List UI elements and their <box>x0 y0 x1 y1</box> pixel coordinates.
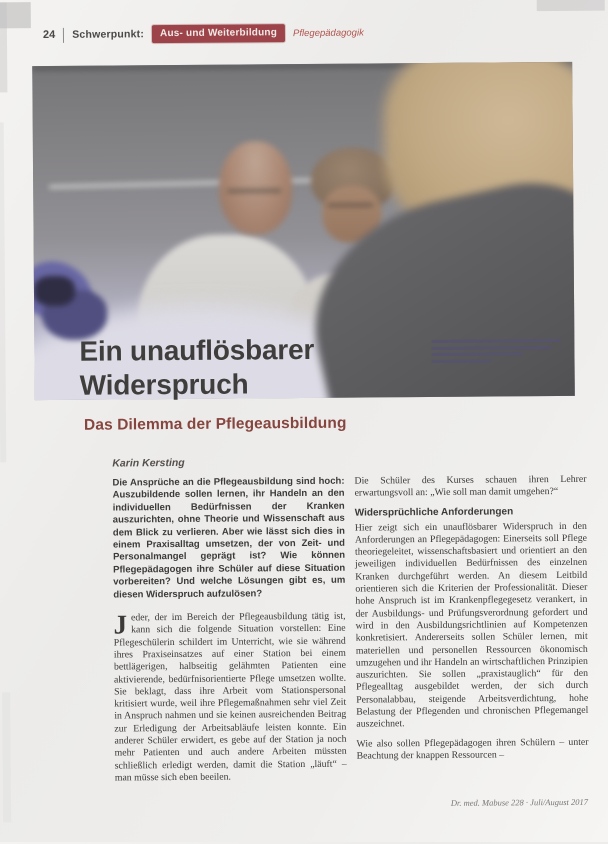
column-left <box>112 476 346 792</box>
drop-cap: J <box>113 609 128 640</box>
lead-paragraph: Die Schüler des Kurses schauen ihren Lehrer erwartungsvoll an: „Wie soll man damit umgehen?“ <box>354 473 587 499</box>
photo-caption-line <box>431 353 522 357</box>
photo-caption-line <box>431 359 491 362</box>
body-paragraph <box>113 611 346 785</box>
body-text: eder, der im Bereich der Pflegeausbildung tätig ist, kann sich die folgende Situation vorstellen: Eine Pflegeschülerin schildert im Unterricht, wie sie während ihres Praxiseinsatzes auf einer Station bei einem bettlägerigen, halbseitig gelähmten Patienten eine aktivierende, bedürfnisorientierte Pflege umsetzen wollte. Sie beklagt, dass ihre Arbeit vom Stationspersonal kritisiert wurde, weil ihre Pflegemaßnahmen sehr viel Zeit in Anspruch nahmen und sie keinen ausreichenden Beitrag zur Erledigung der Arbeitsabläufe leisten konnte. Ein anderer Schüler erwidert, es gebe auf der Station ja noch mehr Patienten und auch andere Arbeiten müssten schließlich erledigt werden, damit die Station „läuft“ – man müsse sich eben beeilen. <box>113 610 347 784</box>
photo-figure-left-head <box>219 141 293 235</box>
page-number: 24 <box>42 28 56 42</box>
header-divider <box>63 27 64 42</box>
photo-caption <box>431 339 561 366</box>
article-body <box>112 474 588 792</box>
article-title: Ein unauflösbarer Widerspruch <box>79 333 315 401</box>
scan-artifact <box>0 122 6 462</box>
section-subtopic: Pflegepädagogik <box>292 27 364 39</box>
journal-footer: Dr. med. Mabuse 228 · Juli/August 2017 <box>450 796 589 808</box>
page-header <box>43 24 364 45</box>
section-label: Schwerpunkt: <box>72 28 145 41</box>
photo-instrument <box>34 276 75 306</box>
photo-caption-line <box>431 339 561 343</box>
section-heading: Widersprüchliche Anforderungen <box>354 505 514 519</box>
column-right <box>354 474 588 790</box>
photo-caption-line <box>431 346 550 350</box>
scan-artifact <box>0 2 7 92</box>
section-badge: Aus- und Weiterbildung <box>152 24 285 43</box>
intro-paragraph: Die Ansprüche an die Pflegeausbildung sind hoch: Auszubildende sollen lernen, ihr Handeln an den individuellen Bedürfnissen der Kranken auszurichten, ohne Theorie und Wissenschaft aus dem Blick zu verlieren. Aber wie lässt sich dies in einem Praxisalltag umsetzen, der von Zeit- und Personalmangel geprägt ist? Wie können Pflegepädagogen ihre Schüler auf diese Situation vorbereiten? Und welche Lösungen gibt es, um diesen Widerspruch aufzulösen? <box>112 475 346 601</box>
article-subtitle: Das Dilemma der Pflegeausbildung <box>83 414 347 434</box>
scan-artifact <box>537 0 605 11</box>
scan-artifact <box>0 2 31 28</box>
closing-paragraph: Wie also sollen Pflegepädagogen ihren Schülern – unter Beachtung der knappen Ressourcen – <box>356 736 589 762</box>
author-name: Karin Kersting <box>112 456 185 470</box>
scan-artifact <box>2 692 11 822</box>
body-paragraph: Hier zeigt sich ein unauflösbarer Widerspruch in den Anforderungen an Pflegepädagogen: Einerseits soll Pflege theoriegeleitet, wissenschaftsbasiert und orientiert an den jeweiligen individuellen Bedürfnissen des einzelnen Kranken durchgeführt werden. An diesem Leitbild orientieren sich die Kriterien der Professionalität. Dieser hohe Anspruch ist im Krankenpflegegesetz verankert, in der Ausbildungs- und Prüfungsverordnung gefordert und wird in den Ausbildungsrichtlinien auf Kompetenzen konkretisiert. Andererseits sollen Schüler lernen, mit materiellen und personellen Ressourcen ökonomisch umzugehen und ihr Handeln an wirtschaftlichen Prinzipien auszurichten. Sie sollen „praxistauglich“ für den Pflegealltag ausgebildet werden, der sich durch Personalabbau, steigende Arbeitsverdichtung, hohe Belastung der Pflegenden und chronischen Pflegemangel auszeichnet. <box>354 520 589 730</box>
